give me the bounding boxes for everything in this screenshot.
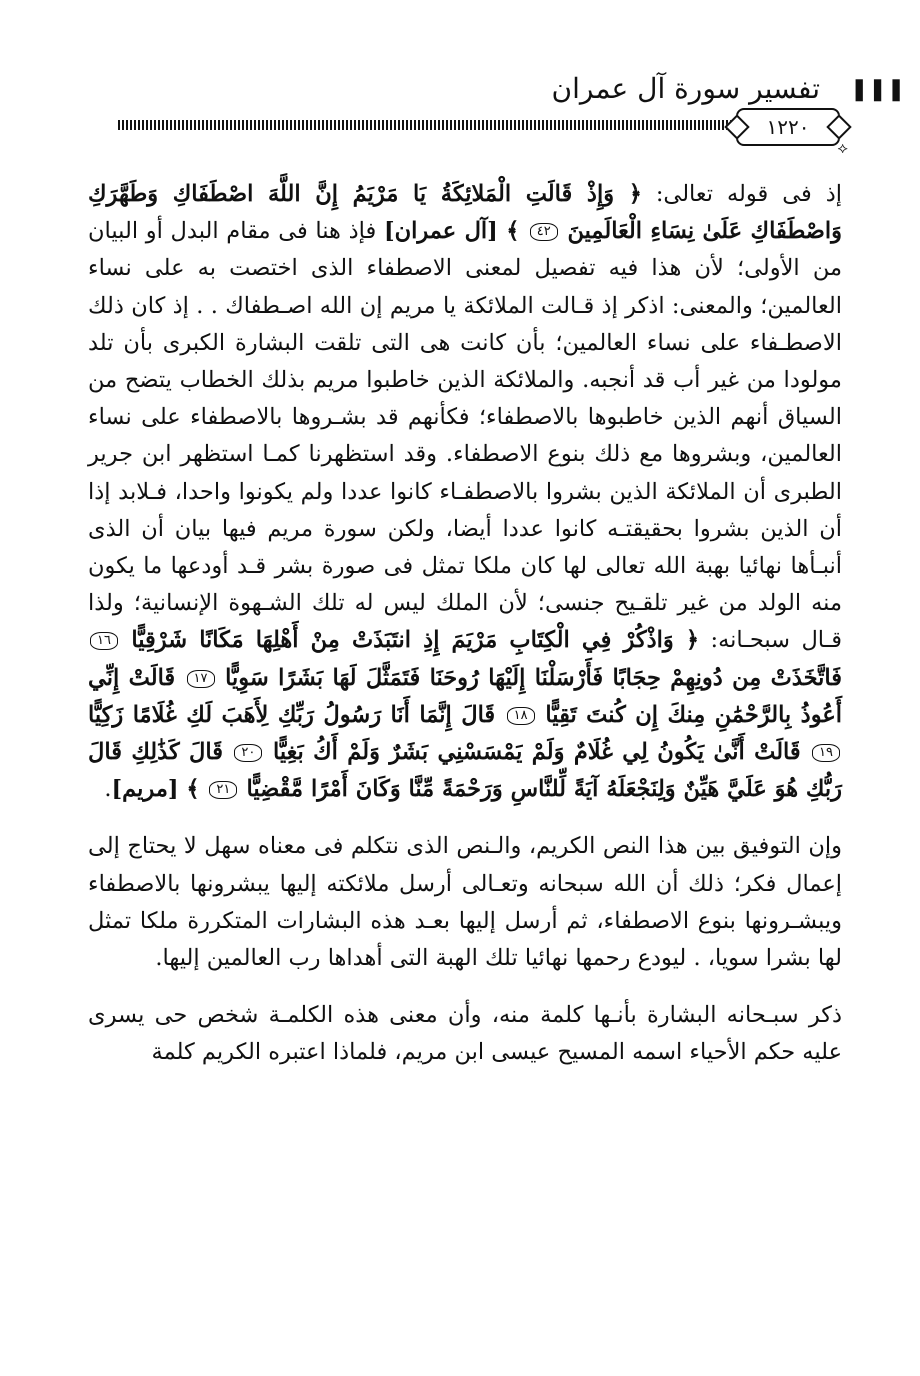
- ayah-number-marker: ٤٢: [530, 223, 558, 241]
- paragraph-3: ذكر سبـحانه البشارة بأنـها كلمة منه، وأن معنى هذه الكلمـة شخص حى يسرى عليه حكم الأحياء اسمه المسيح عيسى ابن مريم، فلماذا اعتبره الكريم كلمة: [88, 1002, 842, 1066]
- surah-reference: [آل عمران]: [383, 218, 498, 245]
- quran-quote: قَالَ كَذَٰلِكِ قَالَ رَبُّكِ هُوَ عَلَيَّ هَيِّنٌ وَلِنَجْعَلَهُ آيَةً لِّلنَّاسِ وَرَحْمَةً مِّنَّا وَكَانَ أَمْرًا مَّقْضِيًّا: [88, 739, 842, 803]
- quran-quote: قَالَ إِنَّمَا أَنَا رَسُولُ رَبِّكِ لِأَهَبَ لَكِ غُلَامًا زَكِيًّا: [88, 701, 505, 728]
- surah-reference: [مريم]: [111, 776, 179, 803]
- quran-quote: ﴿ وَإِذْ قَالَتِ الْمَلائِكَةُ يَا مَرْيَمُ إِنَّ اللَّهَ اصْطَفَاكِ وَطَهَّرَكِ وَاصْطَفَاكِ عَلَىٰ نِسَاءِ الْعَالَمِينَ: [88, 181, 843, 245]
- page-body: [88, 176, 842, 1072]
- quran-quote: ﴿ وَاذْكُرْ فِي الْكِتَابِ مَرْيَمَ إِذِ انتَبَذَتْ مِنْ أَهْلِهَا مَكَانًا شَرْقِيًّا: [131, 627, 700, 654]
- corner-ornament-icon: ⟡: [837, 138, 848, 157]
- running-header-title: تفسير سورة آل عمران: [551, 72, 820, 105]
- quran-quote-close: ﴾: [178, 776, 208, 803]
- quran-quote-close: ﴾: [497, 218, 528, 245]
- ayah-number-marker: ٢٠: [234, 744, 262, 762]
- header-rule: [118, 120, 732, 130]
- ayah-number-marker: ١٨: [507, 707, 535, 725]
- text-run: إذ فى قوله تعالى:: [641, 181, 842, 207]
- text-run: .: [104, 776, 112, 803]
- quran-quote: قَالَتْ أَنَّىٰ يَكُونُ لِي غُلَامٌ وَلَمْ يَمْسَسْنِي بَشَرٌ وَلَمْ أَكُ بَغِيًّا: [273, 739, 811, 766]
- quran-quote: قَالَتْ إِنِّي أَعُوذُ بِالرَّحْمَٰنِ مِنكَ إِن كُنتَ تَقِيًّا: [88, 664, 842, 728]
- ayah-number-marker: ١٧: [187, 670, 215, 688]
- paragraph-2: وإن التوفيق بين هذا النص الكريم، والـنص الذى نتكلم فى معناه سهل لا يحتاج إلى إعمال فكر؛ ذلك أن الله سبحانه وتعـالى أرسل ملائكته إليها يبشرونها بالاصطفاء ويبشـرونها بنوع الاصطفاء، ثم أرسل إليها بعـد هذه البشارات المتكررة ملكا تمثل لها بشرا سويا، . ليودع رحمها نهائيا تلك الهبة التى أهداها رب العالمين إليها.: [88, 833, 842, 972]
- header-ornament-icon: ❚❚❚: [850, 77, 906, 102]
- quran-quote: فَاتَّخَذَتْ مِن دُونِهِمْ حِجَابًا فَأَرْسَلْنَا إِلَيْهَا رُوحَنَا فَتَمَثَّلَ لَهَا بَشَرًا سَوِيًّا: [225, 664, 842, 691]
- paragraph-1: [88, 176, 842, 808]
- page-number: ١٢٢٠: [736, 108, 840, 146]
- text-run: فإذ هنا فى مقام البدل أو البيان من الأولى؛ لأن هذا فيه تفصيل لمعنى الاصطفاء الذى اختصت به على نساء العالمين؛ والمعنى: اذكر إذ قـالت الملائكة يا مريم إن الله اصـطفاك . . إذ كان ذلك الاصطـفاء على نساء العالمين؛ بأن كانت هى التى تلقت البشارة الكبرى بأن تلد مولودا من غير أب قد أنجبه. والملائكة الذين خاطبوا مريم بذلك الخطاب يتضح من السياق أنهم الذين خاطبوها بالاصطفاء؛ فكأنهم قد بشـروها بالاصطفاء على نساء العالمين، وبشروها مع ذلك بنوع الاصطفاء. وقد استظهرنا كمـا استظهر ابن جرير الطبرى أن الملائكة الذين بشروا بالاصطفـاء كانوا عددا ولم يكونوا واحدا، فـلابد إذا أن الذين بشروا بحقيقتـه كانوا عددا أيضا، ولكن سورة مريم فيها بيان أن الذى أنبـأها نهائيا بهبة الله تعالى لها كان ملكا تمثل فى صورة بشر قـد أودعها ما يكون منه الولد من غير تلقـيح جنسى؛ لأن الملك ليس له تلك الشـهوة الإنسانية؛ ولذا قـال سبحـانه:: [88, 218, 843, 654]
- ayah-number-marker: ١٩: [812, 744, 840, 762]
- ayah-number-marker: ١٦: [90, 632, 118, 650]
- ayah-number-marker: ٢١: [209, 781, 237, 799]
